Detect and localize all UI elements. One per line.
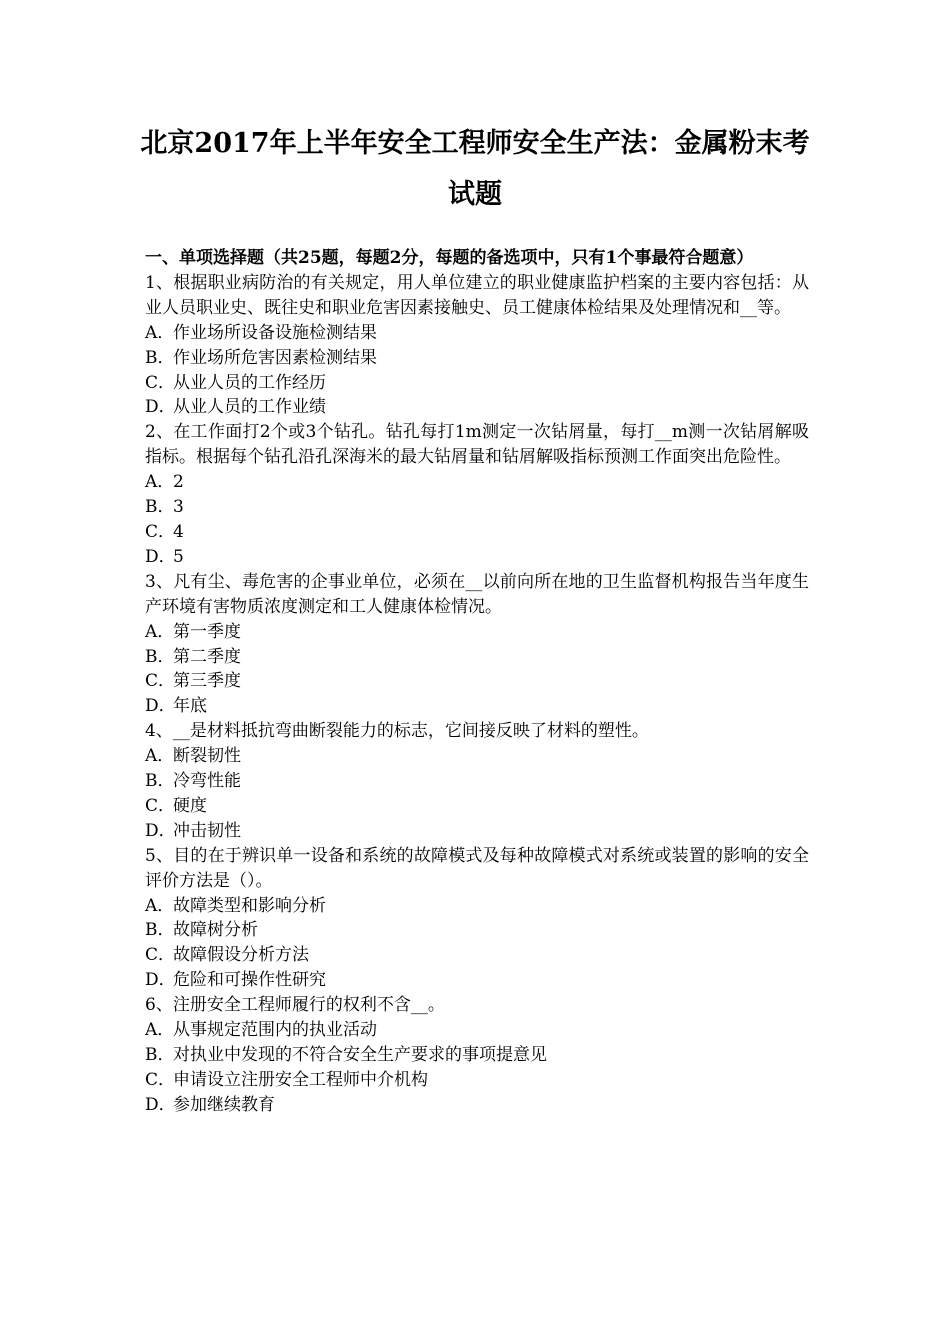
option-letter: A． xyxy=(145,895,175,916)
answer-option xyxy=(145,495,809,520)
answer-option xyxy=(145,520,809,545)
option-text: 断裂韧性 xyxy=(173,746,241,767)
option-text: 从业人员的工作经历 xyxy=(173,372,326,393)
option-letter: C． xyxy=(145,521,176,542)
option-text: 5 xyxy=(173,546,184,567)
option-letter: B． xyxy=(145,347,175,368)
option-text: 参加继续教育 xyxy=(173,1094,275,1115)
option-letter: A． xyxy=(145,746,175,767)
option-text: 2 xyxy=(173,472,184,493)
option-text: 4 xyxy=(173,521,184,542)
answer-option xyxy=(145,918,809,943)
answer-option xyxy=(145,470,809,495)
question-stem: 4、__是材料抵抗弯曲断裂能力的标志，它间接反映了材料的塑性。 xyxy=(145,721,649,742)
option-text: 作业场所设备设施检测结果 xyxy=(173,322,377,343)
answer-option xyxy=(145,545,809,570)
answer-option xyxy=(145,794,809,819)
option-letter: D． xyxy=(145,970,176,991)
answer-option xyxy=(145,819,809,844)
question-stem: 5、目的在于辨识单一设备和系统的故障模式及每种故障模式对系统或装置的影响的安全评价方法是（）。 xyxy=(145,845,809,891)
question-3 xyxy=(145,570,809,719)
option-letter: C． xyxy=(145,945,176,966)
question-4 xyxy=(145,719,809,844)
answer-option xyxy=(145,645,809,670)
option-text: 申请设立注册安全工程师中介机构 xyxy=(173,1069,428,1090)
option-text: 作业场所危害因素检测结果 xyxy=(173,347,377,368)
answer-option xyxy=(145,1093,809,1118)
option-text: 从业人员的工作业绩 xyxy=(173,397,326,418)
answer-option xyxy=(145,943,809,968)
option-letter: B． xyxy=(145,646,175,667)
option-letter: D． xyxy=(145,696,176,717)
option-letter: C． xyxy=(145,372,176,393)
option-letter: A． xyxy=(145,322,175,343)
answer-option xyxy=(145,395,809,420)
option-letter: C． xyxy=(145,795,176,816)
option-text: 故障类型和影响分析 xyxy=(173,895,326,916)
option-text: 3 xyxy=(173,497,184,518)
question-5 xyxy=(145,844,809,993)
answer-option xyxy=(145,321,809,346)
answer-option xyxy=(145,346,809,371)
option-letter: D． xyxy=(145,397,176,418)
answer-option xyxy=(145,1068,809,1093)
answer-option xyxy=(145,769,809,794)
answer-option xyxy=(145,968,809,993)
option-text: 硬度 xyxy=(173,795,207,816)
option-text: 第二季度 xyxy=(173,646,241,667)
option-letter: A． xyxy=(145,621,175,642)
question-2 xyxy=(145,420,809,569)
document-title: 北京2017年上半年安全工程师安全生产法：金属粉末考试题 xyxy=(140,128,810,210)
option-letter: B． xyxy=(145,1045,175,1065)
option-letter: D． xyxy=(145,820,176,841)
question-stem: 6、注册安全工程师履行的权利不含__。 xyxy=(145,995,445,1016)
option-text: 对执业中发现的不符合安全生产要求的事项提意见 xyxy=(173,1045,547,1065)
option-letter: B． xyxy=(145,771,175,792)
answer-option xyxy=(145,669,809,694)
answer-option xyxy=(145,620,809,645)
option-letter: A． xyxy=(145,1020,175,1041)
option-text: 从事规定范围内的执业活动 xyxy=(173,1020,377,1041)
answer-option xyxy=(145,371,809,396)
option-letter: B． xyxy=(145,497,175,518)
question-stem: 1、根据职业病防治的有关规定，用人单位建立的职业健康监护档案的主要内容包括：从业人员职业史、既往史和职业危害因素接触史、员工健康体检结果及处理情况和__等。 xyxy=(145,272,809,318)
question-1 xyxy=(145,271,809,420)
option-text: 冲击韧性 xyxy=(173,820,241,841)
option-text: 第三季度 xyxy=(173,671,241,692)
document-body xyxy=(145,246,809,1118)
option-text: 危险和可操作性研究 xyxy=(173,970,326,991)
answer-option xyxy=(145,1018,809,1043)
option-letter: D． xyxy=(145,1094,176,1115)
option-text: 冷弯性能 xyxy=(173,771,241,792)
section-heading: 一、单项选择题（共25题，每题2分，每题的备选项中，只有1个事最符合题意） xyxy=(145,248,754,268)
question-6 xyxy=(145,993,809,1118)
option-letter: A． xyxy=(145,472,175,493)
option-letter: C． xyxy=(145,671,176,692)
option-text: 第一季度 xyxy=(173,621,241,642)
answer-option xyxy=(145,894,809,919)
option-text: 年底 xyxy=(173,696,207,717)
option-letter: B． xyxy=(145,920,175,941)
option-letter: C． xyxy=(145,1069,176,1090)
option-text: 故障假设分析方法 xyxy=(173,945,309,966)
option-letter: D． xyxy=(145,546,176,567)
answer-option xyxy=(145,744,809,769)
answer-option xyxy=(145,694,809,719)
question-stem: 3、凡有尘、毒危害的企事业单位，必须在__以前向所在地的卫生监督机构报告当年度生产环境有害物质浓度测定和工人健康体检情况。 xyxy=(145,571,809,617)
answer-option xyxy=(145,1043,809,1068)
option-text: 故障树分析 xyxy=(173,920,258,941)
question-list xyxy=(145,271,809,1118)
question-stem: 2、在工作面打2个或3个钻孔。钻孔每打1m测定一次钻屑量，每打__m测一次钻屑解吸指标。根据每个钻孔沿孔深海米的最大钻屑量和钻屑解吸指标预测工作面突出危险性。 xyxy=(145,422,809,468)
